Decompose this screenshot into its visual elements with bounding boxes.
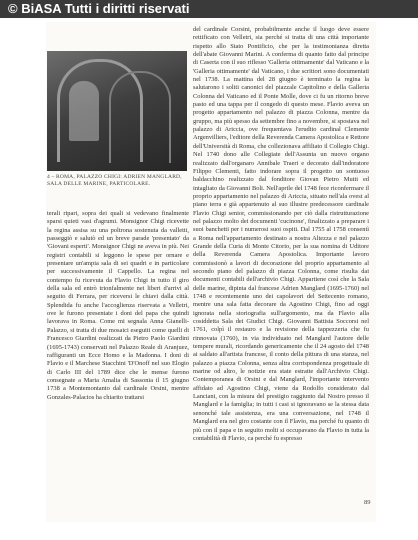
fresco-photo: [47, 51, 187, 171]
watermark-banner: © BiASA Tutti i diritti riservati: [0, 0, 418, 18]
left-paragraph: terali ripari, sopra dei quali si vedevano finalmente sparsi quieti vasi d'agrumi. Monsignor Chigi ricevette la regina assisa su una poltrona sostenuta da valletti, passeggiò e salutò ed un breve parade 'presentato' da 'Giovani esperti'. Monsignor Chigi ne aveva in più. Nei registri contabili si leggono le spese per ornare e presentare un'ampia sala di sei quadri e in particolare per successivamente il Cappello. La regina nel contempo fu ricevuta da Flavio Chigi in tutto il giro della sala ed entrò trionfalmente nei liberi d'arrivi al seguito di Ferrara, per riceversi le chiavi dalla città. Splendida fu anche l'accoglienza riservata a Velletri, ove le furono presentate i doni del papa che quindi lavorava in Roma. Come mi segnala Anna Gianelli-Palazzo, si tratta di due mosaici eseguiti come quelli di Francesco Giardini realizzati da Pietro Paolo Giardini (1695-1743) conservati nel Palazzo Reale di Aranjuez, raffiguranti un Ecce Homo e la Madonna. I doni di Flavio e il Marchese Stacchini 'D'Onoff nel suo Elogio di Carlo III del 1789 dice che le mense furono consegnate a Maria Amalia di Sassonia il 15 giugno 1738 a Montemontanto dal cardinale Orsini, mentre Gonzales-Palacios ha chiarito trattarsi: [47, 210, 189, 401]
right-paragraph: del cardinale Corsini, probabilmente anche il luogo deve essere rettificato con Velletri, sia perché si tratta di una città importante rispetto allo Stato Pontificio, che per la testimonianza diretta dell'abate Giovanni Marini. A conferma di quanto fatto dal principe di Caserta con il suo riflesso 'Galleria ottimamente' dal Vaticano e la 'Galleria ottimamente' dal Vaticano, i due scrittori sono documentati nel 1738. La mattina del 28 giugno è terminato la regina la salutarono i soliti canonici del piazzale Capitolino e della Galleria Colonna del Vaticano ed il Ponte Molle, dove ci fu un ritorno breve pasto ed una tappa per il congedo di questo mese. Flavio aveva un progetto appartamento nel palazzo di piazza Colonna, mentre da gruppo, ma più spesso da settembre fino a novembre, si spostava nel palazzo di Ariccia, ove frequentava l'erudito cardinal Clemente Argenvilliers, l'editore della Reverenda Camera Apostolica e Rettore dell'Università di Roma, che collezionava affiliato il Collegio Chigi. Nel 1740 dono alle Collegiate dell'Assunta un nuovo organo realizzato dall'organaro Annibale Traeri e decorato dall'indoratore Filippo Clementi, fatto indorare sopra il progetto un sontuoso baldacchino realizzato dal fonditore Giovan Pietro Mutti ed intagliato da Giovanni Boli. Nell'aprile del 1748 fece riconfermare il proprio appartamento nel palazzo di Ariccia, situato nell'ala ovest al piano terra e già appartenuto al suo illustre predecessore cardinale Flavio Chigi senior, commissionando per ciò dalla ristrutturazione nel palazzo molto dei documenti 'cucinone', finalizzato a preparare i suoi banchetti per i numerosi suoi ospiti. Dal 1755 al 1758 consentì a Roma nell'appartamento destinato a nostra Altezza e nel palazzo Grande della Curia di Monte Citorio, per la sua nomina di Uditore della Reverenda Camera Apostolica. Importante lavoro commissionò a lavori di decorazione del proprio appartamento al secondo piano del palazzo di piazza Colonna, come risulta dai documenti contabili dell'archivio Chigi. Appartiene così che la Sala delle marine, dipinta dal francese Adrien Manglard (1695-1760) nel 1748 e recentemente uno dei capolavori del Settecento romano, mentre una sala fatta decorare da Agostino Chigi, fino ad oggi ignorata nella storiografia sull'argomento, ma da Flavio alla cosiddetta Sala dei Giudici Chigi. Giovanni Battista Soccorsi nel 1761, colpì il restauro e la revisione della tappezzeria che fu rinnovata (1760), in via individuato nel Manglard l'autore delle tempere murali, ricordando genericamente che il 24 agosto del 1748 ai saldato all'artista francese, il conto della pittura di una stanza, nel palazzo a piazza Colonna, senza altra corrispondenza progettuale di marine od altro, le notizie era state estratte dall'Archivio Chigi. Contemporanea di Orsini e dal Manglard, l'importante intervento affidato ad Agostino Chigi, viene da Rodolfo considerato dal Lanciani, con la misura del prestigio raggiunto dal Nostro presso il Manglard e la famiglia; in tutti i casi si ignoravano se la stessa data senonché tale assistenza, era una conversazione, nel 1748 il Manglard era nel giro costante con il Flavio, ma perché fu quanto di più con il papa e in seguito molti si occupavano da Flavio in tutta la contabilità di Flavio, ca perché fu espresso: [193, 26, 369, 442]
right-text-column: [193, 26, 369, 508]
left-text-column: [47, 210, 189, 510]
page-number: 89: [364, 499, 371, 506]
figure-caption: 4 – ROMA, PALAZZO CHIGI: ADRIEN MANGLARD, SALA DELLE MARINE, PARTICOLARE.: [47, 174, 182, 187]
arch-frame-secondary: [109, 71, 171, 163]
